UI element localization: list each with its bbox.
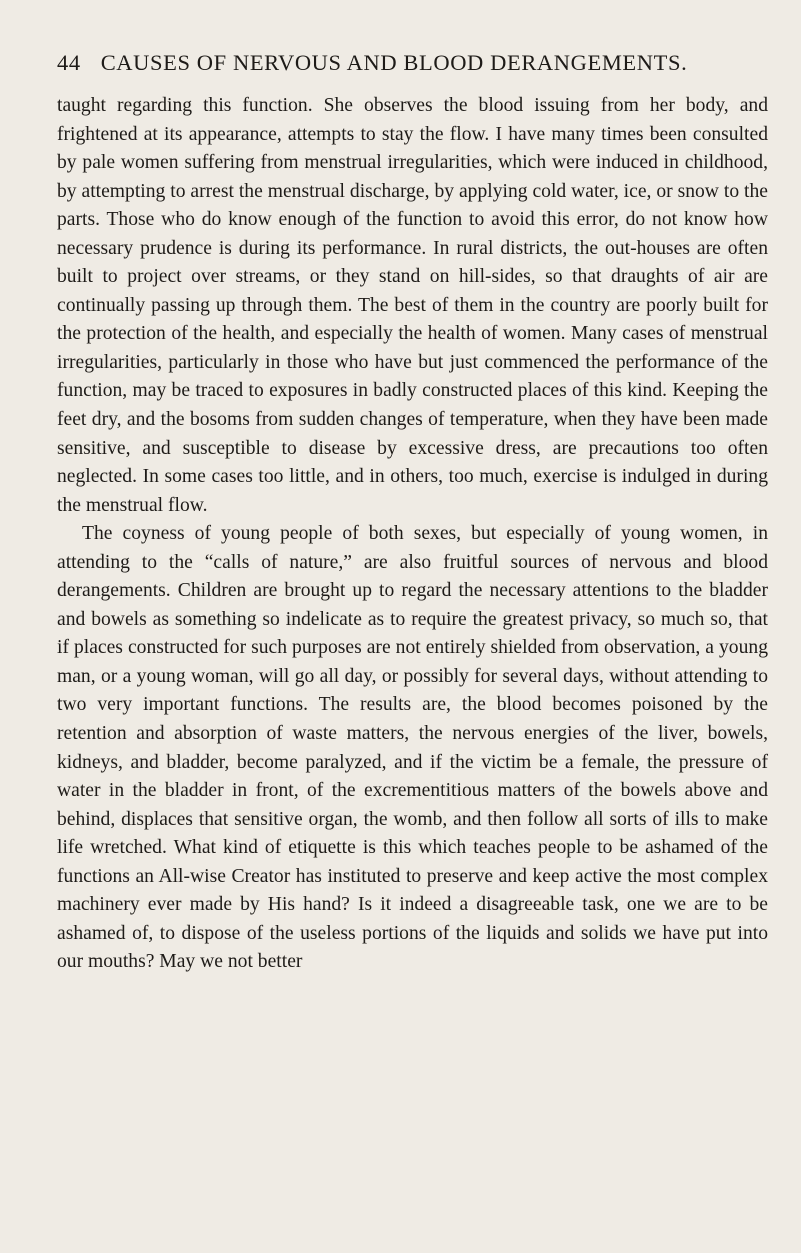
running-title: CAUSES OF NERVOUS AND BLOOD DERANGEMENTS. — [100, 50, 688, 75]
paragraph: The coyness of young people of both sexes, but especially of young women, in attending to the “calls of nature,” are also fruitful sources of nervous and blood derangements. Children are brought up to regard the necessary attentions to the bladder and bowels as something so indelicate as to require the greatest privacy, so much so, that if places constructed for such purposes are not entirely shielded from observation, a young man, or a young woman, will go all day, or possibly for several days, without attending to two very important functions. The results are, the blood becomes poisoned by the retention and absorption of waste matters, the nervous energies of the liver, bowels, kidneys, and bladder, become paralyzed, and if the victim be a female, the pressure of water in the bladder in front, of the excrementitious matters of the bowels above and behind, displaces that sensitive organ, the womb, and then follow all sorts of ills to make life wretched. What kind of etiquette is this which teaches people to be ashamed of the functions an All-wise Creator has instituted to preserve and keep active the most complex machinery ever made by His hand? Is it indeed a disagreeable task, one we are to be ashamed of, to dispose of the useless portions of the liquids and solids we have put into our mouths? May we not better — [57, 523, 768, 973]
body-text — [57, 92, 768, 977]
running-head — [57, 50, 768, 76]
book-page — [57, 50, 768, 977]
paragraph-continued: taught regarding this function. She observes the blood issuing from her body, and frightened at its appearance, attempts to stay the flow. I have many times been consulted by pale women suffering from menstrual irregularities, which were induced in childhood, by attempting to arrest the menstrual discharge, by applying cold water, ice, or snow to the parts. Those who do know enough of the function to avoid this error, do not know how necessary prudence is during its performance. In rural districts, the out-houses are often built to project over streams, or they stand on hill-sides, so that draughts of air are continually passing up through them. The best of them in the country are poorly built for the protection of the health, and especially the health of women. Many cases of menstrual irregularities, particularly in those who have but just commenced the performance of the function, may be traced to exposures in badly constructed places of this kind. Keeping the feet dry, and the bosoms from sudden changes of temperature, when they have been made sensitive, and susceptible to disease by excessive dress, are precautions too often neglected. In some cases too little, and in others, too much, exercise is indulged in during the menstrual flow. — [57, 95, 768, 516]
page-number: 44 — [57, 50, 81, 75]
